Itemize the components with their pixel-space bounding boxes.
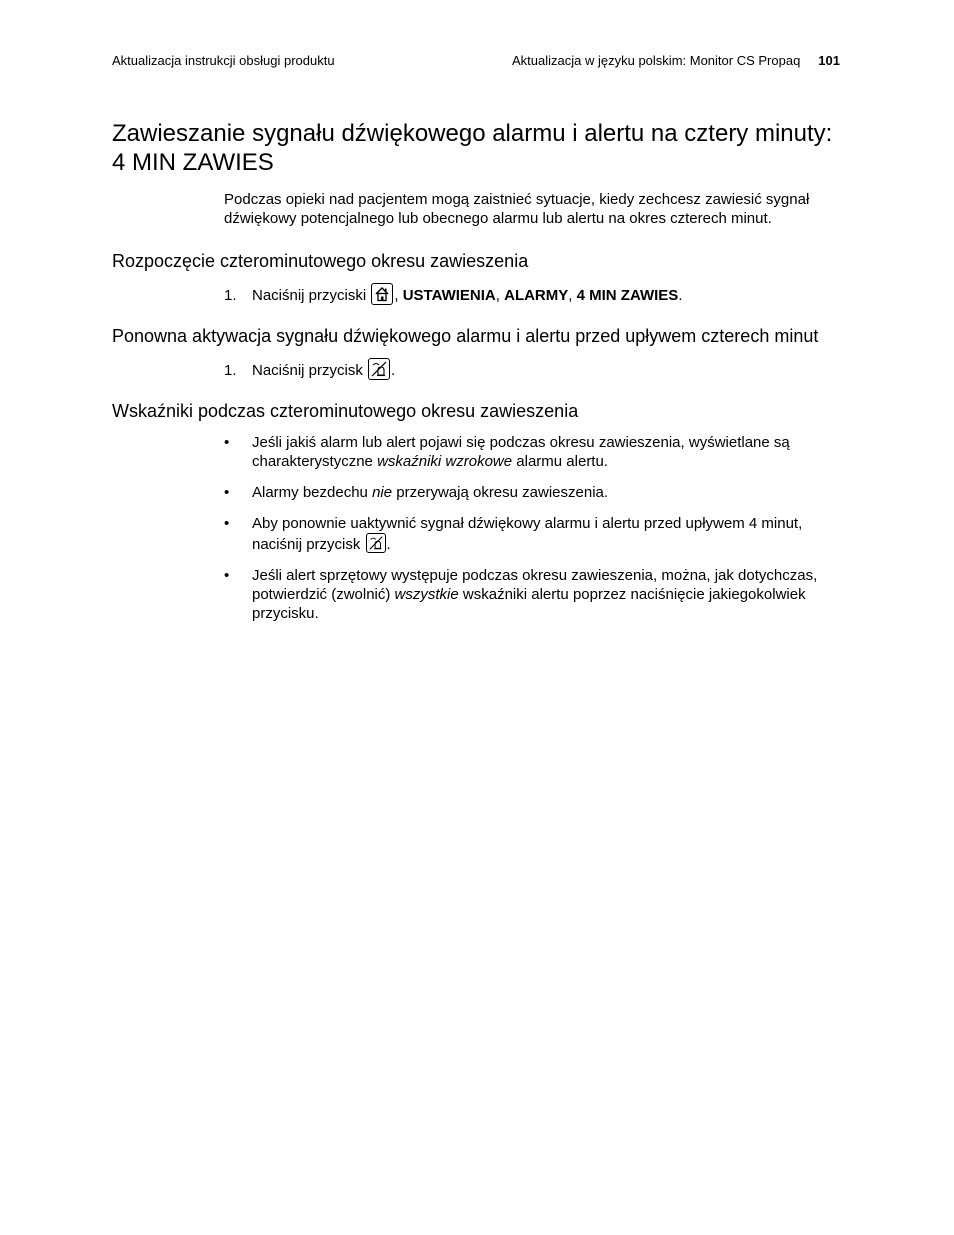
home-button-icon [371, 283, 393, 305]
list-item-emphasis: wskaźniki wzrokowe [377, 453, 513, 470]
list-item [224, 566, 834, 623]
section-heading-indicators: Wskaźniki podczas czterominutowego okresu zawieszenia [112, 401, 579, 421]
step-separator: , [394, 287, 399, 304]
step-separator: , [568, 287, 573, 304]
bullet-symbol: • [224, 434, 230, 451]
indicator-bullet-list [224, 433, 834, 635]
step-separator: , [495, 287, 500, 304]
list-item-text: Jeśli jakiś alarm lub alert pojawi się podczas okresu zawieszenia, wyświetlane są charakterystyczne [252, 434, 790, 470]
list-item-emphasis: nie [372, 484, 393, 501]
step-end: . [391, 362, 396, 379]
step-number: 1. [224, 287, 237, 304]
list-item-text: alarmu alertu. [516, 453, 608, 470]
list-item-text: Aby ponownie uaktywnić sygnał dźwiękowy alarmu i alertu przed upływem 4 minut, naciśnij przycisk [252, 515, 803, 553]
step-number: 1. [224, 362, 237, 379]
menu-path-4min-suspend: 4 MIN ZAWIES [576, 287, 679, 304]
page-number: 101 [818, 53, 840, 68]
list-item-text: przerywają okresu zawieszenia. [396, 484, 609, 501]
list-item [224, 483, 834, 502]
section-heading-start-suspend: Rozpoczęcie czterominutowego okresu zawieszenia [112, 251, 529, 271]
menu-path-alarms: ALARMY [504, 287, 569, 304]
page-header-right [512, 53, 840, 68]
list-item [224, 514, 834, 554]
list-item-text: Alarmy bezdechu [252, 484, 368, 501]
list-item [224, 433, 834, 471]
step-start-suspend [224, 283, 682, 305]
page-header-left: Aktualizacja instrukcji obsługi produktu [112, 53, 335, 68]
menu-path-settings: USTAWIENIA [402, 287, 496, 304]
list-item-text: wskaźniki alertu poprzez naciśnięcie jakiegokolwiek przycisku. [252, 586, 806, 622]
step-reactivate [224, 358, 395, 380]
list-item-emphasis: wszystkie [394, 586, 459, 603]
step-text: Naciśnij przyciski [252, 287, 367, 304]
bullet-symbol: • [224, 567, 230, 584]
list-item-text: Jeśli alert sprzętowy występuje podczas okresu zawieszenia, można, jak dotychczas, potwierdzić (zwolnić) [252, 567, 818, 603]
page-title: Zawieszanie sygnału dźwiękowego alarmu i alertu na cztery minuty: 4 MIN ZAWIES [112, 120, 833, 176]
step-end: . [678, 287, 683, 304]
alarm-audio-pause-icon [366, 533, 386, 553]
header-document-title: Aktualizacja w języku polskim: Monitor CS Propaq [512, 53, 801, 68]
bullet-symbol: • [224, 515, 230, 532]
alarm-audio-pause-icon [368, 358, 390, 380]
intro-paragraph: Podczas opieki nad pacjentem mogą zaistnieć sytuacje, kiedy zechcesz zawiesić sygnał dźwiękowy potencjalnego lub obecnego alarmu lub alertu na okres czterech minut. [224, 191, 810, 227]
step-text: Naciśnij przycisk [252, 362, 363, 379]
list-item-text: . [386, 536, 391, 553]
section-heading-reactivate: Ponowna aktywacja sygnału dźwiękowego alarmu i alertu przed upływem czterech minut [112, 326, 819, 346]
bullet-symbol: • [224, 484, 230, 501]
